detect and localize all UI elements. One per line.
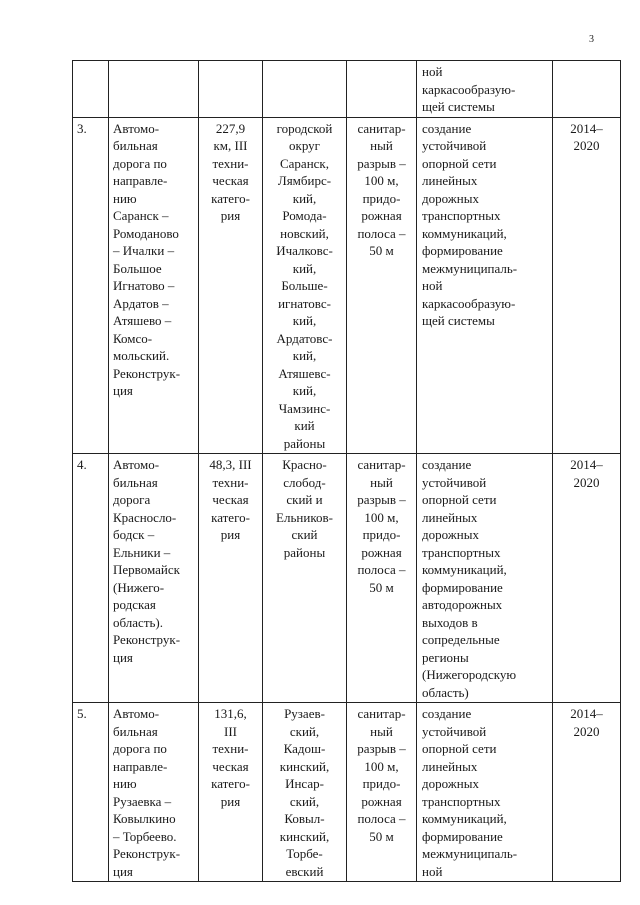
cell-num: 3. (73, 117, 109, 454)
cell-characteristics: 227,9 км, III техни- ческая катего- рия (199, 117, 263, 454)
cell-name: Автомо- бильная дорога Краснoсло- бодск – Ельники – Первомайск (Нижего- родская область). Реконструк- ция (109, 454, 199, 703)
table-row-continuation (73, 61, 621, 118)
cell-purpose: создание устойчивой опорной сети линейных дорожных транспортных коммуникаций, формирование межмуниципаль- ной каркасообразую- щей системы (417, 117, 553, 454)
cell-term: 2014– 2020 (553, 703, 621, 882)
cell-purpose: ной каркасообразую- щей системы (417, 61, 553, 118)
cell-zone (347, 61, 417, 118)
cell-num (73, 61, 109, 118)
cell-zone: санитар- ный разрыв – 100 м, придо- рожная полоса – 50 м (347, 454, 417, 703)
cell-zone: санитар- ный разрыв – 100 м, придо- рожная полоса – 50 м (347, 703, 417, 882)
cell-characteristics: 131,6, III техни- ческая катего- рия (199, 703, 263, 882)
cell-location: Рузаев- ский, Кадош- кинский, Инсар- ский, Ковыл- кинский, Торбе- евский (263, 703, 347, 882)
cell-term: 2014– 2020 (553, 117, 621, 454)
road-objects-table (72, 60, 621, 882)
table-row (73, 117, 621, 454)
cell-num: 5. (73, 703, 109, 882)
cell-location (263, 61, 347, 118)
table-row (73, 703, 621, 882)
cell-term: 2014– 2020 (553, 454, 621, 703)
cell-purpose: создание устойчивой опорной сети линейных дорожных транспортных коммуникаций, формирование межмуниципаль- ной (417, 703, 553, 882)
cell-term (553, 61, 621, 118)
cell-purpose: создание устойчивой опорной сети линейных дорожных транспортных коммуникаций, формирование автодорожных выходов в сопредельные регионы (Нижегородскую область) (417, 454, 553, 703)
cell-name: Автомо- бильная дорога по направле- нию Саранск – Ромоданово – Ичалки – Большое Игнатово – Ардатов – Атяшево – Комсо- мольский. Реконструк- ция (109, 117, 199, 454)
cell-location: городской округ Саранск, Лямбирс- кий, Ромода- новский, Ичалковс- кий, Больше- игнатовс- кий, Ардатовс- кий, Атяшевс- кий, Чамзинс- кий районы (263, 117, 347, 454)
page-number: 3 (589, 34, 594, 45)
cell-name (109, 61, 199, 118)
cell-zone: санитар- ный разрыв – 100 м, придо- рожная полоса – 50 м (347, 117, 417, 454)
cell-characteristics: 48,3, III техни- ческая катего- рия (199, 454, 263, 703)
cell-location: Красно- слобод- ский и Ельников- ский районы (263, 454, 347, 703)
cell-characteristics (199, 61, 263, 118)
cell-name: Автомо- бильная дорога по направле- нию Рузаевка – Ковылкино – Торбеево. Реконструк- ция (109, 703, 199, 882)
table-row (73, 454, 621, 703)
cell-num: 4. (73, 454, 109, 703)
